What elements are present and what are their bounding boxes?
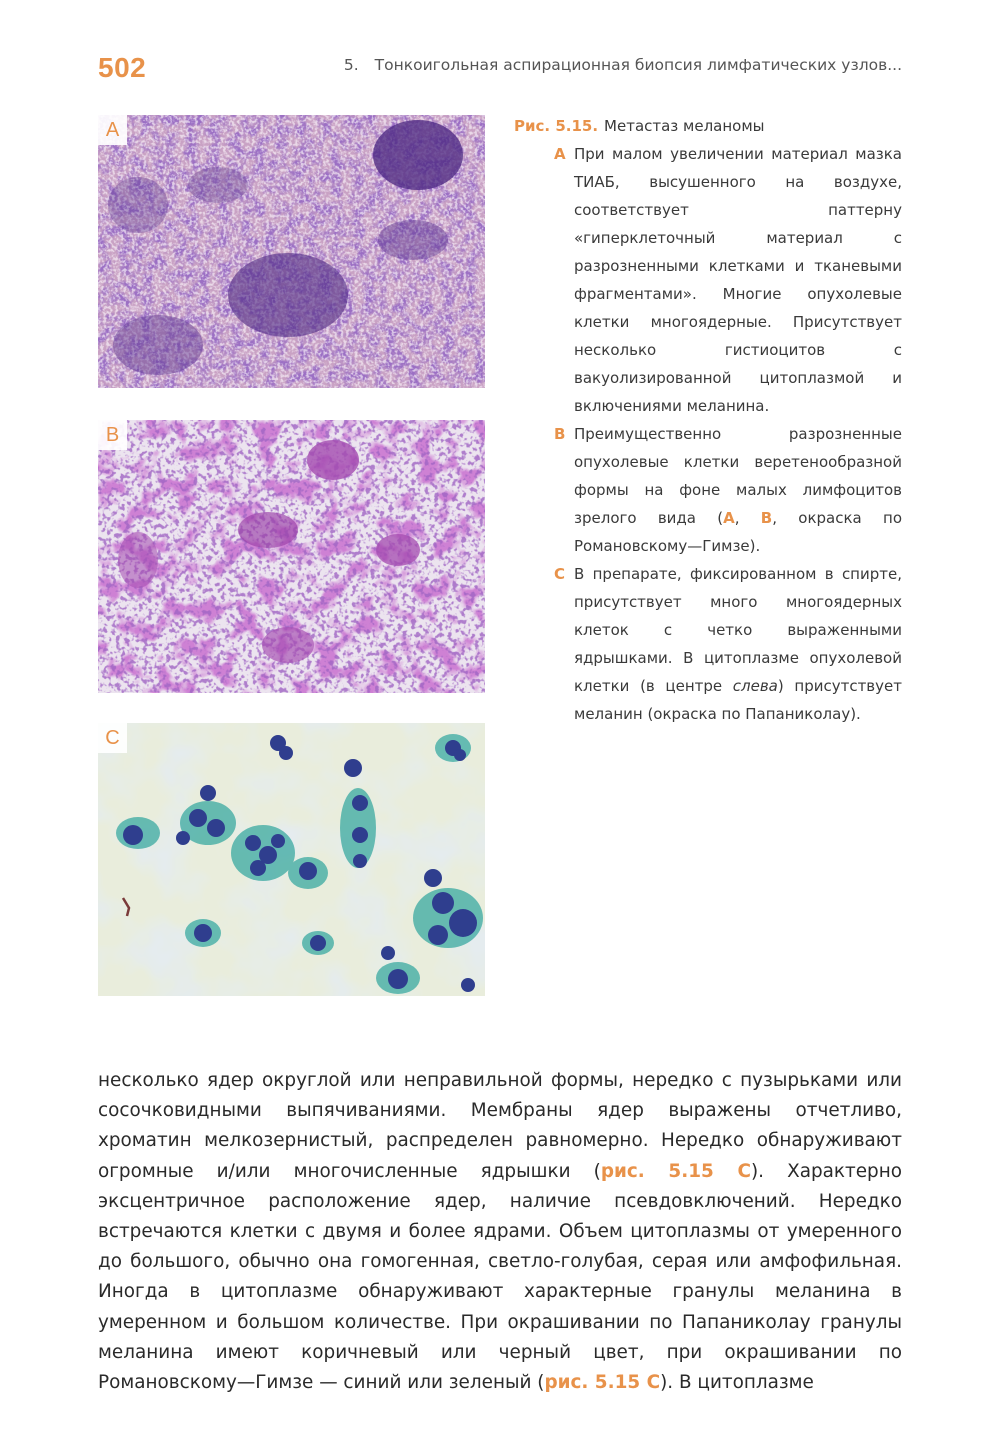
caption-item-a: [514, 140, 902, 420]
caption-text-c-after: ) присутствует меланин (окраска по Папаниколау).: [574, 677, 902, 723]
panel-label-c: C: [98, 723, 127, 753]
caption-letter-c: C: [554, 565, 566, 583]
caption-text-b-before: Преимущественно разрозненные опухолевые клетки веретенообразной формы на фоне малых лимфоцитов зрелого вида (: [574, 425, 902, 527]
caption-text-b-after: , окраска по Романовскому—Гимзе).: [574, 509, 902, 555]
figure-caption: [514, 112, 902, 728]
panel-label-b: B: [98, 420, 127, 450]
caption-text-a: При малом увеличении материал мазка ТИАБ, высушенного на воздухе, соответствует паттерну «гиперклеточный материал с разрозненными клетками и тканевыми фрагментами». Многие опухолевые клетки многоядерные. Присутствует несколько гистиоцитов с вакуолизированной цитоплазмой и включениями меланина.: [574, 145, 902, 415]
figure-reference-2[interactable]: рис. 5.15 C: [544, 1372, 661, 1394]
body-paragraph: [98, 1066, 902, 1398]
micrograph-b-image: [98, 420, 485, 693]
chapter-number: 5.: [343, 56, 359, 74]
caption-item-b: [514, 420, 902, 560]
caption-ref-comma: ,: [734, 509, 761, 527]
body-text-part3: ). В цитоплазме: [660, 1372, 814, 1394]
chapter-title: Тонкоигольная аспирационная биопсия лимфатических узлов...: [374, 56, 902, 74]
page-number: 502: [98, 52, 147, 83]
micrograph-a-image: [98, 115, 485, 388]
micrograph-panel-b: [98, 420, 485, 693]
figure-title: Метастаз меланомы: [604, 117, 765, 135]
micrograph-c-image: [98, 723, 485, 996]
caption-ref-b: B: [760, 509, 773, 527]
figure-label: Рис. 5.15.: [514, 117, 599, 135]
panel-label-a: A: [98, 115, 127, 145]
caption-letter-b: B: [554, 425, 566, 443]
micrograph-panel-c: [98, 723, 485, 996]
micrograph-panel-a: [98, 115, 485, 388]
caption-title: [514, 112, 902, 140]
caption-text-c-italic: слева: [732, 677, 778, 695]
caption-text-c-before: В препарате, фиксированном в спирте, присутствует много многоядерных клеток с четко выраженными ядрышками. В цитоплазме опухолевой клетки (в центре: [574, 565, 902, 695]
running-header: [344, 56, 902, 74]
body-text-part2: ). Характерно эксцентричное расположение ядер, наличие псевдовключений. Нередко встречаются клетки с двумя и более ядрами. Объем цитоплазмы от умеренного до большого, обычно она гомогенная, светло-голубая, серая или амфофильная. Иногда в цитоплазме обнаруживают характерные гранулы меланина в умеренном и большом количестве. При окрашивании по Папаниколау гранулы меланина имеют коричневый или черный цвет, при окрашивании по Романовскому—Гимзе — синий или зеленый (: [98, 1160, 902, 1394]
body-text-part1: несколько ядер округлой или неправильной формы, нередко с пузырьками или сосочковидными выпячиваниями. Мембраны ядер выражены отчетливо, хроматин мелкозернистый, распределен равномерно. Нередко обнаруживают огромные и/или многочисленные ядрышки (: [98, 1070, 902, 1182]
caption-letter-a: A: [554, 145, 566, 163]
caption-ref-a: A: [723, 509, 735, 527]
caption-item-c: [514, 560, 902, 728]
figure-reference-1[interactable]: рис. 5.15 C: [600, 1160, 751, 1182]
